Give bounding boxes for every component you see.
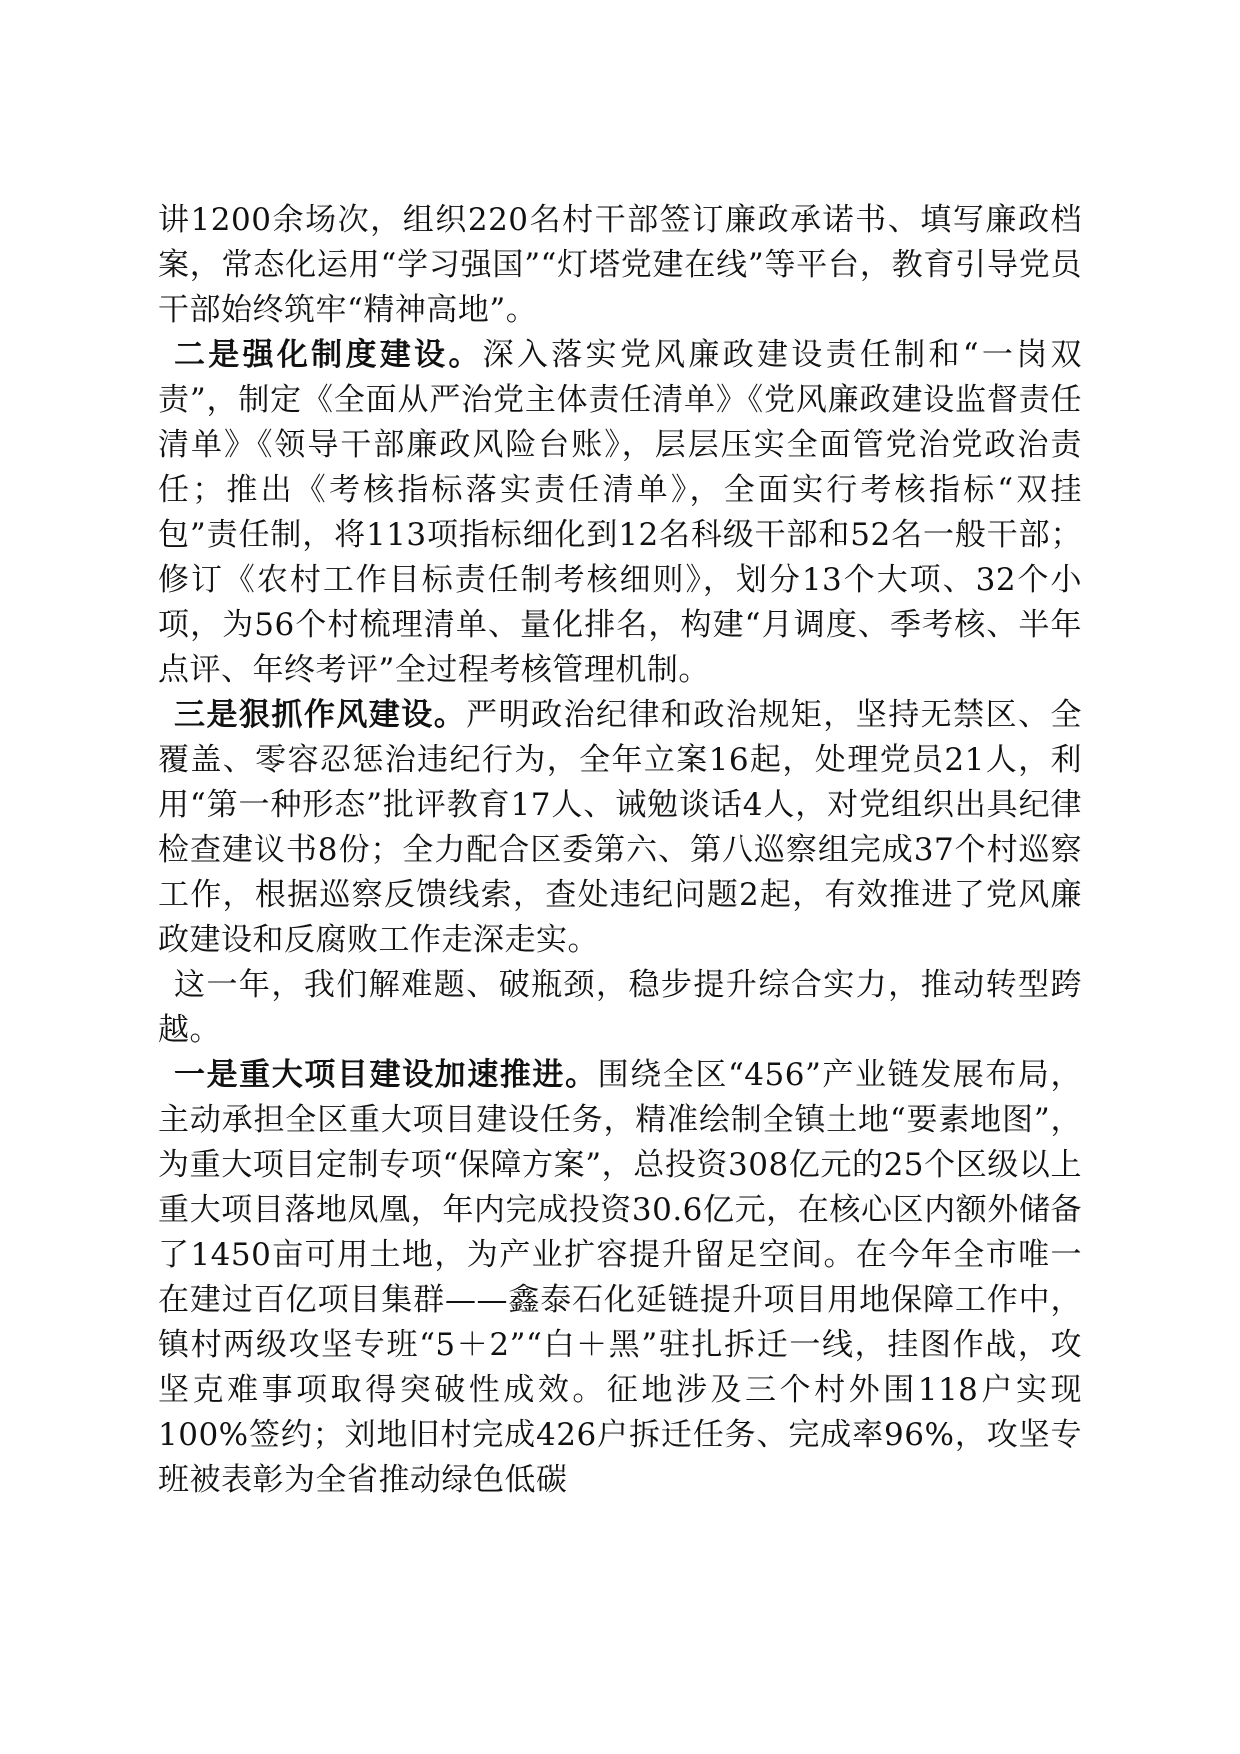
document-page bbox=[158, 198, 1082, 1503]
paragraph-3-text: 严明政治纪律和政治规矩，坚持无禁区、全覆盖、零容忍惩治违纪行为，全年立案16起，处理党员21人，利用“第一种形态”批评教育17人、诫勉谈话4人，对党组织出具纪律检查建议书8份；全力配合区委第六、第八巡察组完成37个村巡察工作，根据巡察反馈线索，查处违纪问题2起，有效推进了党风廉政建设和反腐败工作走深走实。 bbox=[158, 697, 1083, 958]
paragraph-3-heading: 三是狠抓作风建设。 bbox=[174, 697, 467, 733]
paragraph-3 bbox=[158, 693, 1082, 963]
paragraph-5-heading: 一是重大项目建设加速推进。 bbox=[174, 1057, 598, 1093]
paragraph-4-text: 这一年，我们解难题、破瓶颈，稳步提升综合实力，推动转型跨越。 bbox=[158, 967, 1082, 1048]
paragraph-2 bbox=[158, 333, 1082, 693]
paragraph-1-text: 讲1200余场次，组织220名村干部签订廉政承诺书、填写廉政档案，常态化运用“学习强国”“灯塔党建在线”等平台，教育引导党员干部始终筑牢“精神高地”。 bbox=[158, 202, 1082, 328]
paragraph-2-heading: 二是强化制度建设。 bbox=[174, 337, 483, 373]
paragraph-2-text: 深入落实党风廉政建设责任制和“一岗双责”，制定《全面从严治党主体责任清单》《党风廉政建设监督责任清单》《领导干部廉政风险台账》，层层压实全面管党治党政治责任；推出《考核指标落实责任清单》，全面实行考核指标“双挂包”责任制，将113项指标细化到12名科级干部和52名一般干部；修订《农村工作目标责任制考核细则》，划分13个大项、32个小项，为56个村梳理清单、量化排名，构建“月调度、季考核、半年点评、年终考评”全过程考核管理机制。 bbox=[158, 337, 1082, 688]
paragraph-4 bbox=[158, 963, 1082, 1053]
paragraph-5 bbox=[158, 1053, 1082, 1503]
paragraph-1 bbox=[158, 198, 1082, 333]
paragraph-5-text: 围绕全区“456”产业链发展布局，主动承担全区重大项目建设任务，精准绘制全镇土地“要素地图”，为重大项目定制专项“保障方案”，总投资308亿元的25个区级以上重大项目落地凤凰，年内完成投资30.6亿元，在核心区内额外储备了1450亩可用土地，为产业扩容提升留足空间。在今年全市唯一在建过百亿项目集群——鑫泰石化延链提升项目用地保障工作中，镇村两级攻坚专班“5＋2”“白＋黑”驻扎拆迁一线，挂图作战，攻坚克难事项取得突破性成效。征地涉及三个村外围118户实现100%签约；刘地旧村完成426户拆迁任务、完成率96%，攻坚专班被表彰为全省推动绿色低碳 bbox=[158, 1057, 1082, 1498]
